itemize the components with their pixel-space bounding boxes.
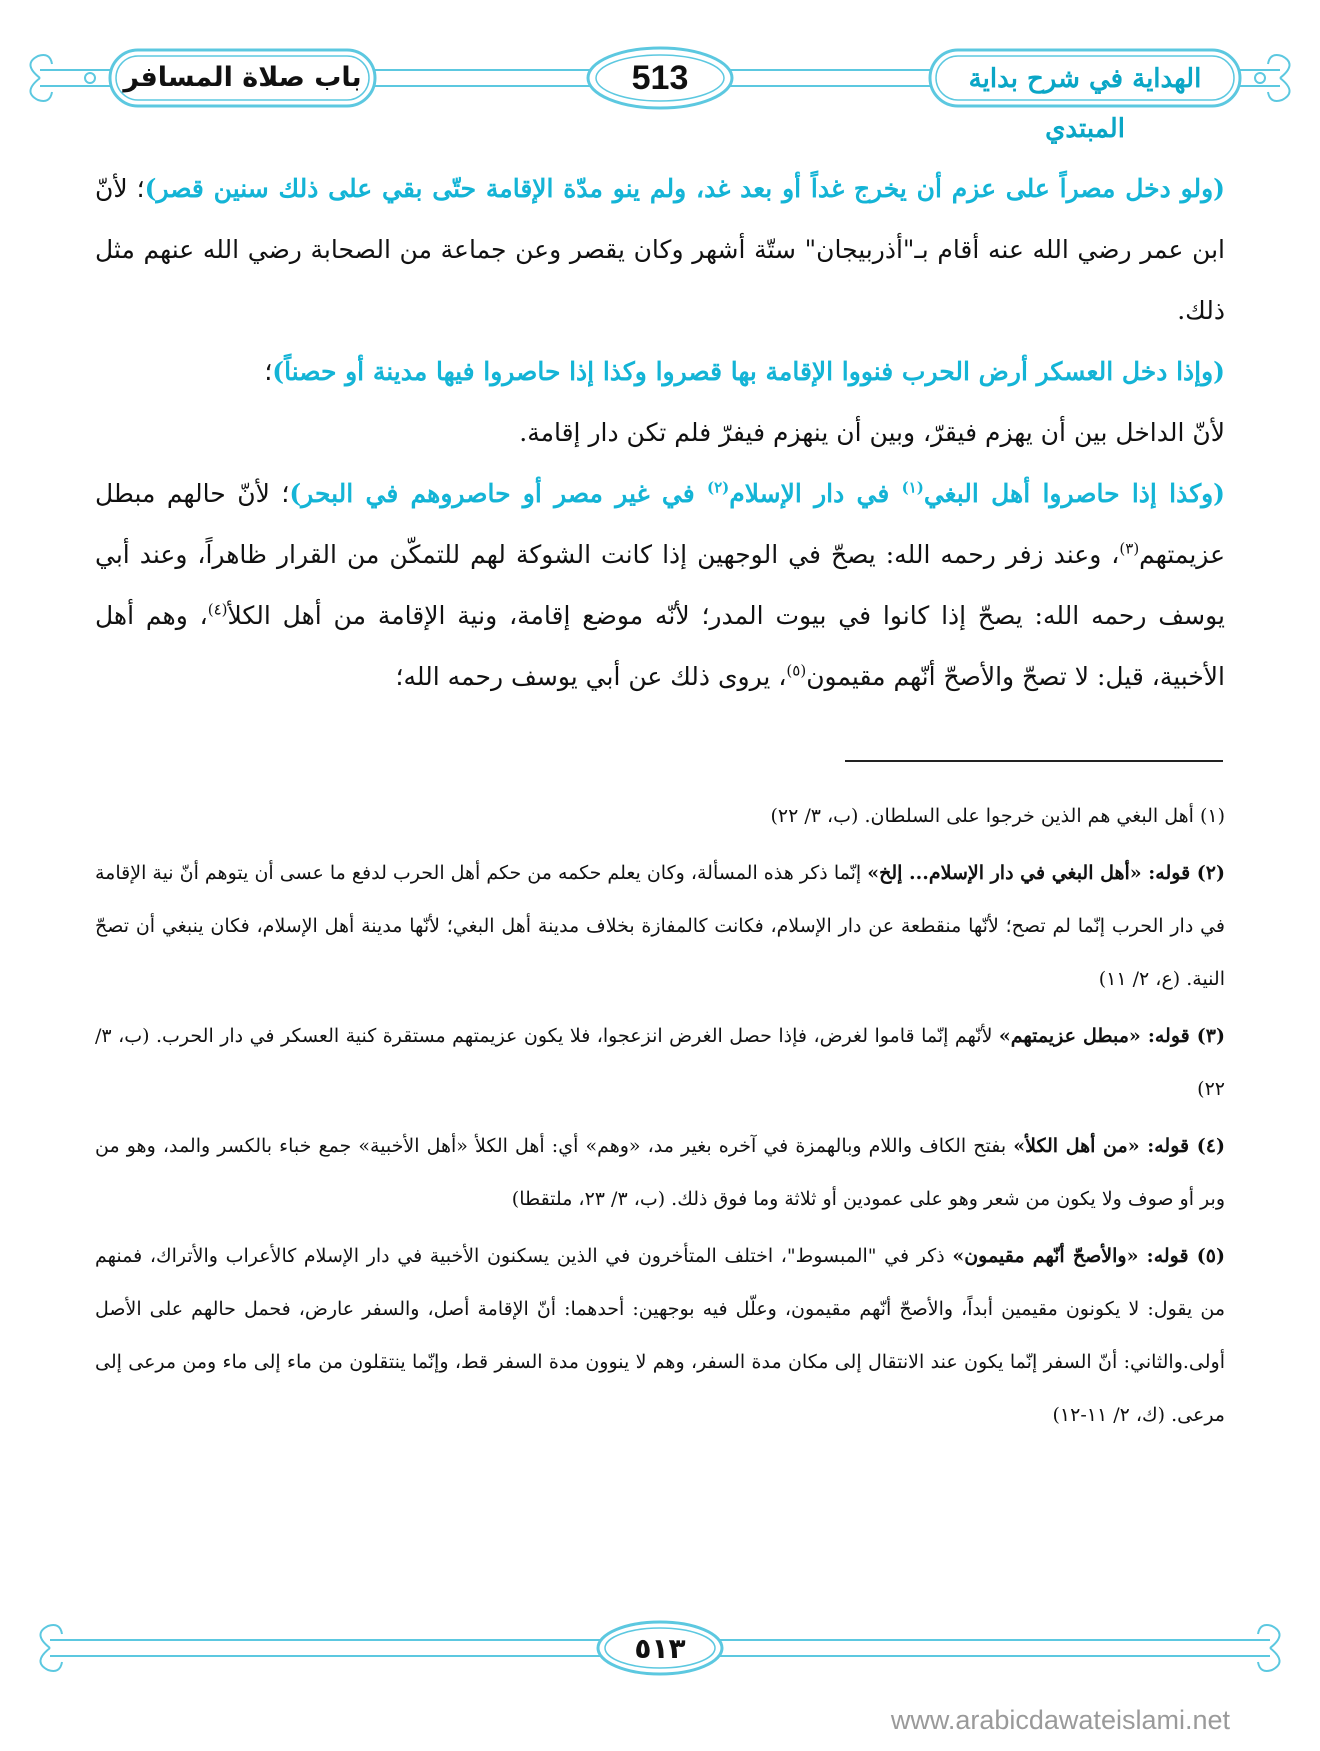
footnote-2	[95, 847, 1225, 1006]
footnote-4-text: بفتح الكاف واللام وبالهمزة في آخره بغير مد، «وهم» أي: أهل الكلأ «أهل الأخبية» جمع خباء بالكسر والمد، وهو من وبر أو صوف ولا يكون من شعر وهو على عمودين أو ثلاثة وما فوق ذلك. (ب، ٣/ ٢٣، ملتقطا)	[95, 1135, 1225, 1210]
commentary-4d: ، يروى ذلك عن أبي يوسف رحمه الله؛	[395, 662, 787, 691]
matn-quote-2: (وإذا دخل العسكر أرض الحرب فنووا الإقامة بها قصروا وكذا إذا حاصروا فيها مدينة أو حصناً)	[272, 357, 1225, 386]
separator-2: ؛	[264, 357, 273, 386]
commentary-4a: ؛ لأنّ حالهم مبطل عزيمتهم	[95, 479, 1225, 569]
matn-quote-1: (ولو دخل مصراً على عزم أن يخرج غداً أو بعد غد، ولم ينو مدّة الإقامة حتّى بقي على ذلك سنين قصر)	[144, 174, 1226, 203]
main-text	[95, 158, 1225, 707]
chapter-title: باب صلاة المسافر	[123, 62, 362, 93]
footnotes	[95, 790, 1225, 1446]
page-number: 513	[631, 59, 689, 97]
footnote-ref-5[interactable]: (٥)	[786, 661, 807, 680]
paragraph-1	[95, 158, 1225, 341]
footnote-ref-4[interactable]: (٤)	[207, 600, 228, 619]
page-header	[0, 0, 1320, 150]
commentary-1: ؛ لأنّ ابن عمر رضي الله عنه أقام بـ"أذربيجان" ستّة أشهر وكان يقصر وعن جماعة من الصحابة رضي الله عنهم مثل ذلك.	[95, 174, 1225, 325]
book-title: الهداية في شرح بداية المبتدي	[968, 64, 1202, 144]
footnote-ref-1[interactable]: (١)	[901, 478, 924, 497]
footnote-ref-3[interactable]: (٣)	[1119, 539, 1140, 558]
matn-quote-3c: في غير مصر أو حاصروهم في البحر)	[289, 479, 707, 508]
footnote-ref-2[interactable]: (٢)	[706, 478, 730, 497]
footnote-5	[95, 1230, 1225, 1442]
footer-page-number: ٥١٣	[634, 1632, 686, 1665]
footnote-4	[95, 1120, 1225, 1226]
footnote-divider	[845, 760, 1223, 762]
website-url[interactable]: www.arabicdawateislami.net	[890, 1705, 1230, 1735]
matn-quote-3b: في دار الإسلام	[729, 479, 902, 508]
matn-quote-3a: (وكذا إذا حاصروا أهل البغي	[923, 479, 1226, 508]
footnote-2-lead: (٢) قوله: «أهل البغي في دار الإسلام... إلخ»	[867, 862, 1225, 884]
paragraph-3: لأنّ الداخل بين أن يهزم فيقرّ، وبين أن ينهزم فيفرّ فلم تكن دار إقامة.	[519, 418, 1225, 447]
commentary-4b: ، وعند زفر رحمه الله: يصحّ في الوجهين إذا كانت الشوكة لهم للتمكّن من القرار ظاهراً، وعند أبي يوسف رحمه الله: يصحّ إذا كانوا في بيوت المدر؛ لأنّه موضع إقامة، ونية الإقامة من أهل الكلأ	[95, 540, 1226, 630]
paragraph-4	[95, 463, 1225, 707]
footnote-3-lead: (٣) قوله: «مبطل عزيمتهم»	[998, 1025, 1225, 1047]
footnote-5-text: ذكر في "المبسوط"، اختلف المتأخرون في الذين يسكنون الأخبية في دار الإسلام كالأعراب والأتراك، فمنهم من يقول: لا يكونون مقيمين أبداً، والأصحّ أنّهم مقيمون، وعلّل فيه بوجهين: أحدهما: أنّ الإقامة أصل، والسفر عارض، فحمل حالهم على الأصل أولى.والثاني: أنّ السفر إنّما يكون عند الانتقال إلى مكان مدة السفر، وهم لا ينوون مدة السفر قط، وإنّما ينتقلون من ماء إلى ماء ومن مرعى إلى مرعى. (ك، ٢/ ١١-١٢)	[95, 1245, 1225, 1426]
footnote-5-lead: (٥) قوله: «والأصحّ أنّهم مقيمون»	[952, 1245, 1225, 1267]
footnote-2-text: إنّما ذكر هذه المسألة، وكان يعلم حكمه من حكم أهل الحرب لدفع ما عسى أن يتوهم أنّ نية الإقامة في دار الحرب إنّما لم تصح؛ لأنّها منقطعة عن دار الإسلام، فكانت كالمفازة بخلاف مدينة أهل البغي؛ لأنّها مدينة أهل الإسلام، فكان ينبغي أن تصحّ النية. (ع، ٢/ ١١)	[95, 862, 1225, 990]
footnote-1: (١) أهل البغي هم الذين خرجوا على السلطان. (ب، ٣/ ٢٢)	[770, 805, 1225, 827]
footnote-4-lead: (٤) قوله: «من أهل الكلأ»	[1013, 1135, 1226, 1157]
commentary-4c: ، وهم أهل الأخبية، قيل: لا تصحّ والأصحّ أنّهم مقيمون	[95, 601, 1225, 691]
paragraph-2	[95, 341, 1225, 402]
footnote-3	[95, 1010, 1225, 1116]
footnote-3-text: لأنّهم إنّما قاموا لغرض، فإذا حصل الغرض انزعجوا، فلا يكون عزيمتهم مستقرة كنية العسكر في دار الحرب. (ب، ٣/ ٢٢)	[95, 1025, 1225, 1100]
